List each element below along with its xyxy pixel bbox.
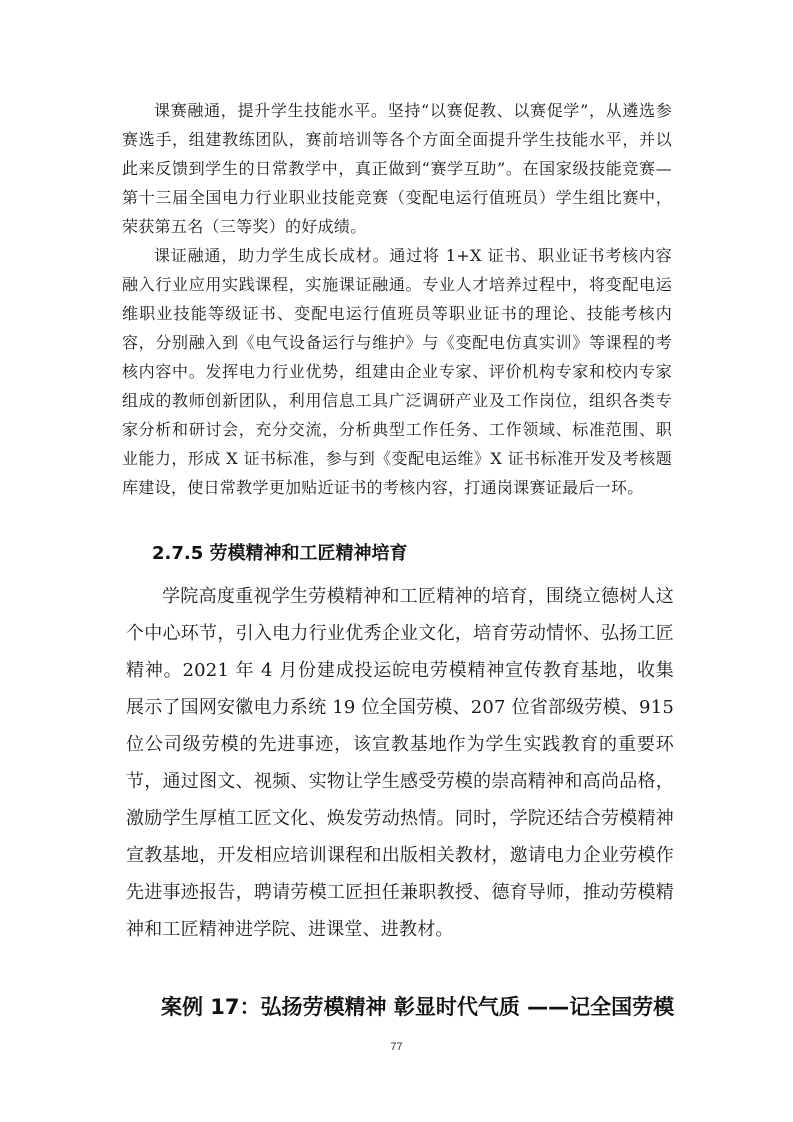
case-title: 案例 17：弘扬劳模精神 彰显时代气质 ——记全国劳模 xyxy=(161,995,675,1019)
paragraph-certificate-integration: 课证融通，助力学生成长成材。通过将 1+X 证书、职业证书考核内容融入行业应用实践课程，实施课证融通。专业人才培养过程中，将变配电运维职业技能等级证书、变配电运行值班员等职业证书的理论、技能考核内容，分别融入到《电气设备运行与维护》与《变配电仿真实训》等课程的考核内容中。发挥电力行业优势，组建由企业专家、评价机构专家和校内专家组成的教师创新团队，利用信息工具广泛调研产业及工作岗位，组织各类专家分析和研讨会，充分交流，分析典型工作任务、工作领域、标准范围、职业能力，形成 X 证书标准，参与到《变配电运维》X 证书标准开发及考核题库建设，使日常教学更加贴近证书的考核内容，打通岗课赛证最后一环。 xyxy=(122,246,672,497)
page-number: 77 xyxy=(390,1041,403,1053)
paragraph-competition-integration: 课赛融通，提升学生技能水平。坚持“以赛促教、以赛促学”，从遴选参赛选手，组建教练团队，赛前培训等各个方面全面提升学生技能水平，并以此来反馈到学生的日常教学中，真正做到“赛学互助”。在国家级技能竞赛—第十三届全国电力行业职业技能竞赛（变配电运行值班员）学生组比赛中，荣获第五名（三等奖）的好成绩。 xyxy=(122,101,672,236)
section-heading: 2.7.5 劳模精神和工匠精神培育 xyxy=(152,543,408,564)
paragraph-model-worker-spirit: 学院高度重视学生劳模精神和工匠精神的培育，围绕立德树人这个中心环节，引入电力行业优秀企业文化，培育劳动情怀、弘扬工匠精神。2021 年 4 月份建成投运皖电劳模精神宣传教育基地，收集展示了国网安徽电力系统 19 位全国劳模、207 位省部级劳模、915 位公司级劳模的先进事迹，该宣教基地作为学生实践教育的重要环节，通过图文、视频、实物让学生感受劳模的崇高精神和高尚品格，激励学生厚植工匠文化、焕发劳动热情。同时，学院还结合劳模精神宣教基地，开发相应培训课程和出版相关教材，邀请电力企业劳模作先进事迹报告，聘请劳模工匠担任兼职教授、德育导师，推动劳模精神和工匠精神进学院、进课堂、进教材。 xyxy=(126,586,674,940)
